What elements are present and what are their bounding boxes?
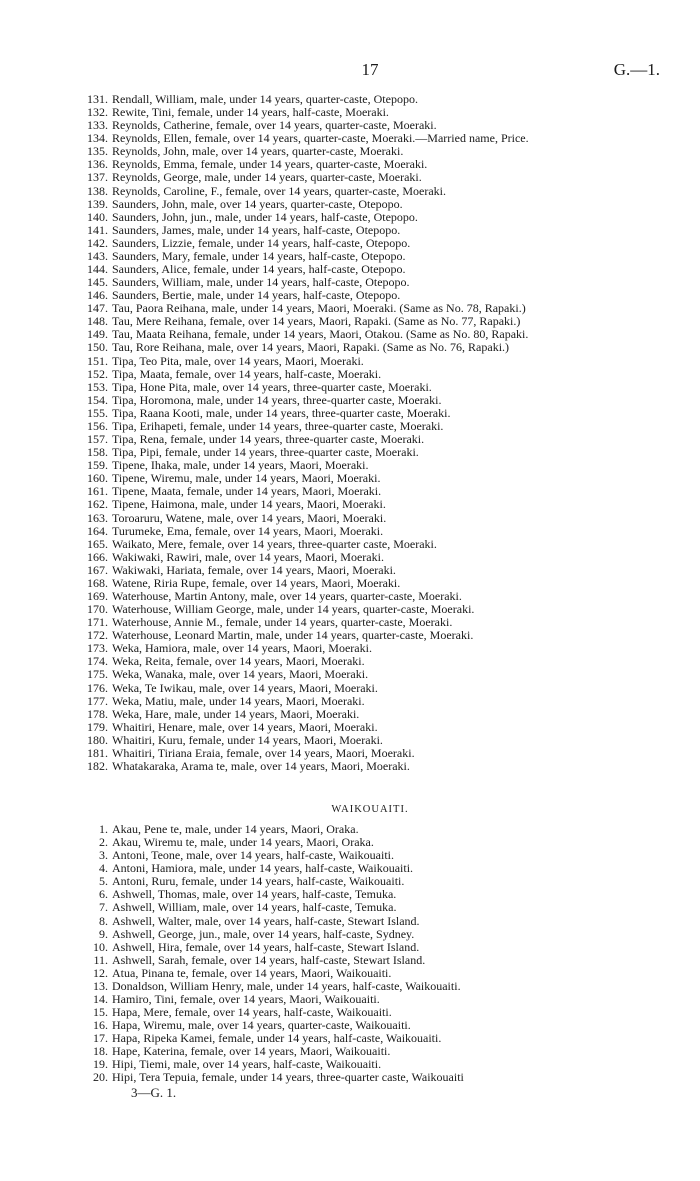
entry-number: 139. [87, 196, 108, 211]
entry-text: Antoni, Hamiora, male, under 14 years, half-caste, Waikouaiti. [112, 861, 414, 876]
entry-text: Tau, Maata Reihana, female, under 14 years, Maori, Otakou. (Same as No. 80, Rapaki. [112, 327, 529, 342]
entry-number: 178. [87, 706, 108, 721]
entry-text: Tipa, Erihapeti, female, under 14 years, three-quarter caste, Moeraki. [112, 418, 444, 433]
entry-number: 159. [87, 458, 108, 473]
entry-number: 5. [99, 874, 108, 889]
entry-number: 137. [87, 170, 108, 185]
section-title: WAIKOUAITI. [331, 804, 409, 815]
entry-text: Reynolds, John, male, over 14 years, quarter-caste, Moeraki. [112, 144, 404, 159]
section-entries-list [70, 823, 464, 1085]
entry-number: 136. [87, 157, 108, 172]
entry-number: 138. [87, 183, 108, 198]
entry-text: Reynolds, George, male, under 14 years, quarter-caste, Moeraki. [112, 170, 422, 185]
entry-number: 165. [87, 536, 108, 551]
entry-number: 174. [87, 654, 108, 669]
entries-list [70, 93, 529, 773]
entry-number: 144. [87, 262, 108, 277]
entry-number: 173. [87, 641, 108, 656]
entry-number: 175. [87, 667, 108, 682]
entry-text: Saunders, Lizzie, female, under 14 years, half-caste, Otepopo. [112, 235, 411, 250]
entry-text: Rendall, William, male, under 14 years, quarter-caste, Otepopo. [112, 92, 418, 106]
entry-text: Watene, Riria Rupe, female, over 14 years, Maori, Moeraki. [112, 575, 401, 590]
entry-number: 151. [87, 353, 108, 368]
entry-number: 170. [87, 602, 108, 617]
entry-text: Rewite, Tini, female, under 14 years, half-caste, Moeraki. [112, 105, 389, 120]
entry-number: 153. [87, 379, 108, 394]
entry-text: Wakiwaki, Rawiri, male, over 14 years, Maori, Moeraki. [112, 549, 384, 564]
entry-number: 171. [87, 615, 108, 630]
entry-number: 169. [87, 588, 108, 603]
entry-number: 8. [99, 913, 108, 928]
entry-number: 134. [87, 131, 108, 146]
entry-text: Whatakaraka, Arama te, male, over 14 years, Maori, Moeraki. [112, 758, 410, 773]
entry-text: Hape, Katerina, female, over 14 years, Maori, Waikouaiti. [112, 1044, 391, 1059]
entry-text: Atua, Pinana te, female, over 14 years, Maori, Waikouaiti. [112, 965, 392, 980]
entry-text: Ashwell, Thomas, male, over 14 years, half-caste, Temuka. [112, 887, 397, 902]
entry-text: Weka, Wanaka, male, over 14 years, Maori, Moeraki. [112, 667, 369, 682]
entry-number: 135. [87, 144, 108, 159]
entry-text: Hapa, Wiremu, male, over 14 years, quarter-caste, Waikouaiti. [112, 1018, 411, 1033]
entry-number: 155. [87, 405, 108, 420]
entry-text: Tipene, Wiremu, male, under 14 years, Maori, Moeraki. [112, 471, 381, 486]
entry-text: Hipi, Tera Tepuia, female, under 14 years, three-quarter caste, Waikouaiti [112, 1070, 464, 1085]
entry-number: 13. [93, 978, 108, 993]
entry-text: Tipa, Maata, female, over 14 years, half-caste, Moeraki. [112, 366, 382, 381]
entry-text: Tau, Paora Reihana, male, under 14 years, Maori, Moeraki. (Same as No. 78, Rapaki.) [112, 301, 526, 316]
entry-number: 18. [93, 1044, 108, 1059]
entry-text: Tipa, Raana Kooti, male, under 14 years, three-quarter caste, Moeraki. [112, 405, 451, 420]
entry-number: 19. [93, 1057, 108, 1072]
entry-text: Weka, Hamiora, male, over 14 years, Maori, Moeraki. [112, 641, 372, 656]
entry-number: 181. [87, 745, 108, 760]
entry-number: 146. [87, 288, 108, 303]
entry-text: Reynolds, Emma, female, under 14 years, quarter-caste, Moeraki. [112, 157, 428, 172]
entry-text: Waterhouse, Leonard Martin, male, under 14 years, quarter-caste, Moeraki. [112, 628, 474, 643]
entry-number: 6. [99, 887, 108, 902]
entry-number: 157. [87, 432, 108, 447]
entry-number: 12. [93, 965, 108, 980]
entry-text: Ashwell, George, jun., male, over 14 years, half-caste, Sydney. [112, 926, 415, 941]
entry-number: 167. [87, 562, 108, 577]
entry-text: Wakiwaki, Hariata, female, over 14 years, Maori, Moeraki. [112, 562, 396, 577]
entry-number: 10. [93, 939, 108, 954]
entry-text: Weka, Matiu, male, under 14 years, Maori, Moeraki. [112, 693, 365, 708]
entry-text: Tipene, Haimona, male, under 14 years, Maori, Moeraki. [112, 497, 386, 512]
entry-text: Saunders, Alice, female, under 14 years, half-caste, Otepopo. [112, 262, 406, 277]
entry-text: Tipa, Pipi, female, under 14 years, three-quarter caste, Moeraki. [112, 445, 419, 460]
entry-text: Akau, Wiremu te, male, under 14 years, Maori, Oraka. [112, 835, 374, 850]
entry-text: Saunders, John, male, over 14 years, quarter-caste, Otepopo. [112, 196, 403, 211]
entry-text: Waterhouse, Annie M., female, under 14 years, quarter-caste, Moeraki. [112, 615, 453, 630]
entry-number: 142. [87, 235, 108, 250]
entry-number: 164. [87, 523, 108, 538]
entry-number: 162. [87, 497, 108, 512]
entry-number: 154. [87, 392, 108, 407]
entry-number: 7. [99, 900, 108, 915]
entry-number: 141. [87, 222, 108, 237]
entry-number: 131. [87, 92, 108, 106]
entry-number: 15. [93, 1005, 108, 1020]
entry-text: Tipene, Maata, female, under 14 years, Maori, Moeraki. [112, 484, 382, 499]
entry-number: 17. [93, 1031, 108, 1046]
entry-text: Ashwell, Hira, female, over 14 years, half-caste, Stewart Island. [112, 939, 420, 954]
entry-text: Saunders, John, jun., male, under 14 years, half-caste, Otepopo. [112, 209, 418, 224]
entry-text: Weka, Hare, male, under 14 years, Maori, Moeraki. [112, 706, 360, 721]
entry-text: Waterhouse, William George, male, under 14 years, quarter-caste, Moeraki. [112, 602, 475, 617]
entry-number: 145. [87, 275, 108, 290]
entry-text: Weka, Reita, female, over 14 years, Maori, Moeraki. [112, 654, 365, 669]
entry-text: Waikato, Mere, female, over 14 years, three-quarter caste, Moeraki. [112, 536, 437, 551]
entry-text: Tipa, Horomona, male, under 14 years, three-quarter caste, Moeraki. [112, 392, 442, 407]
entry-number: 20. [93, 1070, 108, 1085]
entry-text: Reynolds, Ellen, female, over 14 years, quarter-caste, Moeraki.—Married name, Price. [112, 131, 529, 146]
entry-text: Hipi, Tiemi, male, over 14 years, half-caste, Waikouaiti. [112, 1057, 382, 1072]
entry-text: Tipa, Rena, female, under 14 years, three-quarter caste, Moeraki. [112, 432, 425, 447]
entry-text: Antoni, Ruru, female, under 14 years, half-caste, Waikouaiti. [112, 874, 405, 889]
entry-text: Tipene, Ihaka, male, under 14 years, Maori, Moeraki. [112, 458, 369, 473]
entry-text: Weka, Te Iwikau, male, over 14 years, Maori, Moeraki. [112, 680, 378, 695]
entry-number: 11. [93, 952, 108, 967]
entry-text: Hapa, Ripeka Kamei, female, under 14 years, half-caste, Waikouaiti. [112, 1031, 442, 1046]
entry-text: Waterhouse, Martin Antony, male, over 14 years, quarter-caste, Moeraki. [112, 588, 462, 603]
entry-number: 132. [87, 105, 108, 120]
entry-number: 16. [93, 1018, 108, 1033]
entry-text: Hapa, Mere, female, over 14 years, half-caste, Waikouaiti. [112, 1005, 392, 1020]
entry-number: 149. [87, 327, 108, 342]
entry-text: Tau, Mere Reihana, female, over 14 years, Maori, Rapaki. (Same as No. 77, Rapaki.) [112, 314, 521, 329]
entry-number: 182. [87, 758, 108, 773]
entry-number: 4. [99, 861, 108, 876]
entry-number: 168. [87, 575, 108, 590]
entry-text: Saunders, James, male, under 14 years, half-caste, Otepopo. [112, 222, 401, 237]
entry-text: Ashwell, William, male, over 14 years, half-caste, Temuka. [112, 900, 397, 915]
entry-number: 180. [87, 732, 108, 747]
entry-text: Tipa, Teo Pita, male, over 14 years, Maori, Moeraki. [112, 353, 364, 368]
entry-number: 152. [87, 366, 108, 381]
entry-text: Whaitiri, Tiriana Eraia, female, over 14 years, Maori, Moeraki. [112, 745, 415, 760]
entry-text: Antoni, Teone, male, over 14 years, half-caste, Waikouaiti. [112, 848, 394, 863]
entry-number: 9. [99, 926, 108, 941]
entry-number: 177. [87, 693, 108, 708]
entry-text: Whaitiri, Henare, male, over 14 years, Maori, Moeraki. [112, 719, 378, 734]
entry-number: 160. [87, 471, 108, 486]
entry-number: 133. [87, 118, 108, 133]
entry-text: Tau, Rore Reihana, male, over 14 years, Maori, Rapaki. (Same as No. 76, Rapaki.) [112, 340, 510, 355]
entry-text: Toroaruru, Watene, male, over 14 years, Maori, Moeraki. [112, 510, 387, 525]
entry-text: Reynolds, Catherine, female, over 14 years, quarter-caste, Moeraki. [112, 118, 437, 133]
entry-number: 179. [87, 719, 108, 734]
entry-text: Reynolds, Caroline, F., female, over 14 years, quarter-caste, Moeraki. [112, 183, 447, 198]
page-number: 17 [361, 60, 379, 79]
entry-text: Hamiro, Tini, female, over 14 years, Maori, Waikouaiti. [112, 992, 380, 1007]
entry-number: 166. [87, 549, 108, 564]
entry-text: Akau, Pene te, male, under 14 years, Maori, Oraka. [112, 822, 359, 836]
entry-number: 176. [87, 680, 108, 695]
entry-number: 14. [93, 992, 108, 1007]
list-item [70, 760, 529, 773]
entry-text: Turumeke, Ema, female, over 14 years, Maori, Moeraki. [112, 523, 384, 538]
entry-number: 147. [87, 301, 108, 316]
entry-text: Saunders, William, male, under 14 years, half-caste, Otepopo. [112, 275, 410, 290]
entry-number: 161. [87, 484, 108, 499]
entry-number: 3. [99, 848, 108, 863]
entry-text: Whaitiri, Kuru, female, under 14 years, Maori, Moeraki. [112, 732, 383, 747]
entry-number: 1. [99, 822, 108, 836]
entry-text: Ashwell, Walter, male, over 14 years, half-caste, Stewart Island. [112, 913, 420, 928]
entry-text: Tipa, Hone Pita, male, over 14 years, three-quarter caste, Moeraki. [112, 379, 432, 394]
entry-text: Saunders, Bertie, male, under 14 years, half-caste, Otepopo. [112, 288, 401, 303]
entry-number: 150. [87, 340, 108, 355]
entry-number: 158. [87, 445, 108, 460]
signature-mark: 3—G. 1. [131, 1085, 177, 1100]
entry-number: 156. [87, 418, 108, 433]
entry-number: 143. [87, 248, 108, 263]
entry-text: Saunders, Mary, female, under 14 years, half-caste, Otepopo. [112, 248, 406, 263]
entry-text: Donaldson, William Henry, male, under 14 years, half-caste, Waikouaiti. [112, 978, 461, 993]
document-code: G.—1. [613, 60, 660, 79]
entry-number: 2. [99, 835, 108, 850]
entry-text: Ashwell, Sarah, female, over 14 years, half-caste, Stewart Island. [112, 952, 426, 967]
entry-number: 172. [87, 628, 108, 643]
entry-number: 148. [87, 314, 108, 329]
list-item [70, 1071, 464, 1084]
entry-number: 163. [87, 510, 108, 525]
entry-number: 140. [87, 209, 108, 224]
